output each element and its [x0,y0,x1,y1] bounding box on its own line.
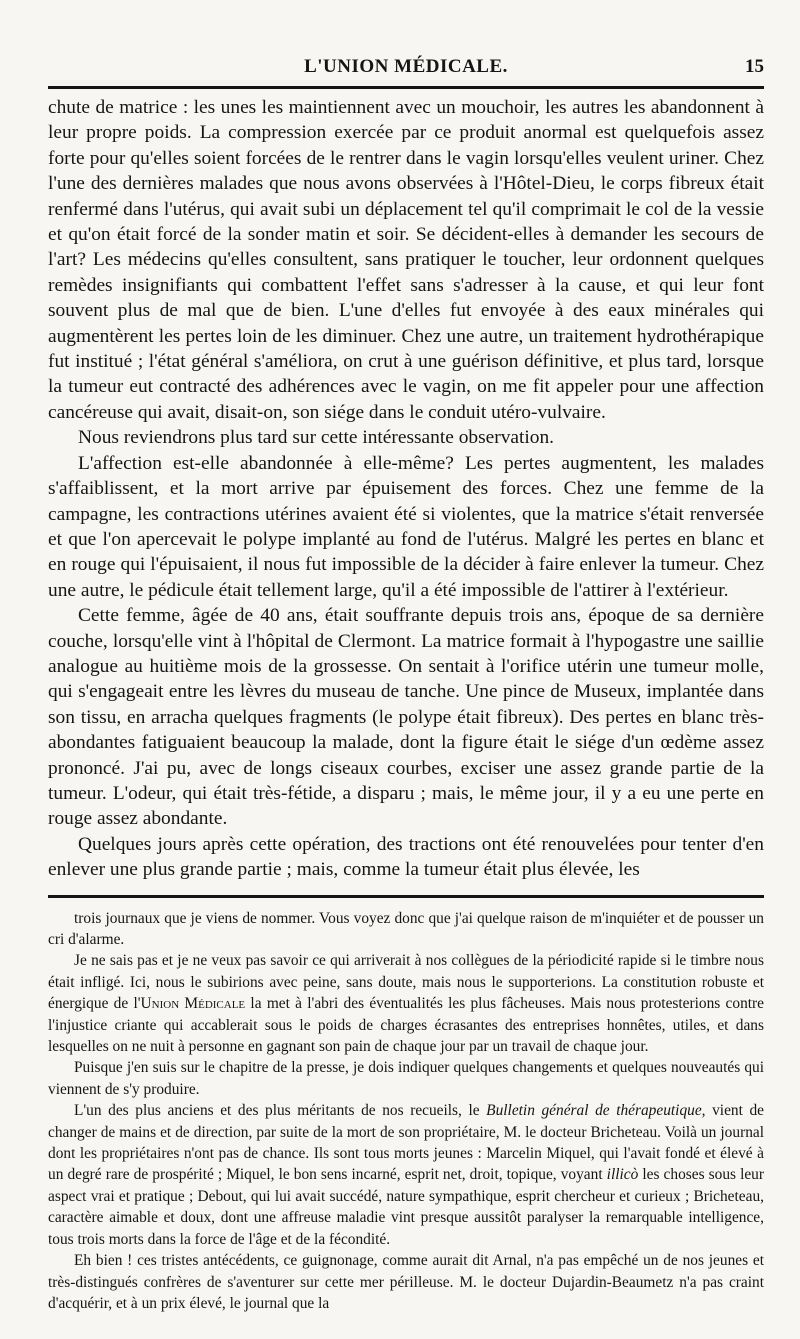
text-run: les choses sous leur aspect vrai et pratique ; Debout, qui lui avait succédé, nature sympathique, esprit chercheur et curieux ; Bricheteau, caractère aimable et doux, dont une affreuse maladie vint presque aussitôt paralyser la remarquable intelligence, tous trois morts dans la force de l'âge et de la fécondité. [48,1166,764,1248]
article-paragraph: Quelques jours après cette opération, des tractions ont été renouvelées pour tenter d'en enlever une plus grande partie ; mais, comme la tumeur était plus élevée, les [48,833,764,881]
running-title: L'UNION MÉDICALE. [304,56,508,77]
feuilleton-paragraph: Eh bien ! ces tristes antécédents, ce guignonage, comme aurait dit Arnal, n'a pas empêché un de nos jeunes et très-distingués confrères de s'aventurer sur cette mer périlleuse. M. le docteur Dujardin-Beaumetz n'a pas craint d'acquérir, et à un prix élevé, le journal que la [48,1252,764,1312]
feuilleton-paragraph [48,950,764,1057]
page-header [48,52,764,82]
page-number: 15 [745,56,764,77]
article-paragraph: chute de matrice : les unes les maintiennent avec un mouchoir, les autres les abandonnent à leur propre poids. La compression exercée par ce produit anormal est quelquefois assez forte pour qu'elles soient forcées de le rentrer dans le vagin lorsqu'elles veulent uriner. Chez l'une des dernières malades que nous avons observées à l'Hôtel-Dieu, le corps fibreux était renfermé dans l'utérus, qui avait subi un déplacement tel qu'il comprimait le col de la vessie et qu'on était forcé de la sonder matin et soir. Se décident-elles à demander les secours de l'art? Les médecins qu'elles consultent, sans pratiquer le toucher, leur ordonnent quelques remèdes insignifiants qui combattent l'effet sans s'adresser à la cause, et qui leur font souvent plus de mal que de bien. L'une d'elles fut envoyée à des eaux minérales qui augmentèrent les pertes loin de les diminuer. Chez une autre, un traitement hydrothérapique fut institué ; l'état général s'améliora, on crut à une guérison définitive, et plus tard, lorsque la tumeur eut contracté des adhérences avec le vagin, on me fit appeler pour une affection cancéreuse qui avait, disait-on, son siége dans le conduit utéro-vulvaire. [48,97,764,423]
feuilleton-paragraph [48,1100,764,1250]
article-paragraph: L'affection est-elle abandonnée à elle-même? Les pertes augmentent, les malades s'affaiblissent, et la mort arrive par épuisement des forces. Chez une femme de la campagne, les contractions utérines avaient été si violentes, que la matrice s'était renversée et que l'on apercevait le polype implanté au fond de l'utérus. Malgré les pertes en blanc et en rouge qui l'épuisaient, il nous fut impossible de la décider à faire enlever la tumeur. Chez une autre, le pédicule était tellement large, qu'il a été impossible de l'attirer à l'extérieur. [48,452,764,601]
text-run: Je ne sais pas et je ne veux pas savoir ce qui arriverait à nos collègues de la périodicité rapide si le timbre nous était infligé. Ici, nous le subirions avec peine, sans doute, mais nous le supporterions. La constitution robuste et énergique de l' [48,952,764,1013]
journal-name: Union Médicale [140,995,246,1013]
text-run: vient de changer de mains et de direction, par suite de la mort de son propriétaire, M. le docteur Bricheteau. Voilà un journal dont les propriétaires n'ont pas de chance. Ils sont tous morts jeunes : Marcelin Miquel, qui l'avait fondé et élevé à un degré rare de prospérité ; Miquel, le bon sens incarné, esprit net, droit, topique, voyant [48,1102,765,1184]
text-run: L'un des plus anciens et des plus méritants de nos recueils, le [74,1102,487,1120]
article-body [48,95,764,883]
text-run: la met à l'abri des éventualités les plus fâcheuses. Mais nous protesterions contre l'injustice criante qui accablerait sous le poids de charges écrasantes des entreprises honnêtes, utiles, et dans lesquelles on ne nuit à personne en gagnant son pain de chaque jour par un travail de chaque jour. [48,995,765,1056]
feuilleton-paragraph: trois journaux que je viens de nommer. Vous voyez donc que j'ai quelque raison de m'inquiéter et de pousser un cri d'alarme. [48,909,764,948]
header-rule [48,86,764,89]
feuilleton-body [48,908,764,1315]
article-paragraph: Cette femme, âgée de 40 ans, était souffrante depuis trois ans, époque de sa dernière couche, lorsqu'elle vint à l'hôpital de Clermont. La matrice formait à l'hypogastre une saillie analogue au huitième mois de la grossesse. On sentait à l'orifice utérin une tumeur molle, qui s'engageait entre les lèvres du museau de tanche. Une pince de Museux, implantée dans son tissu, en arracha quelques fragments (le polype était fibreux). Des pertes en blanc très-abondantes fatiguaient beaucoup la malade, dont la figure était le siége d'un œdème assez prononcé. J'ai pu, avec de longs ciseaux courbes, exciser une assez grande partie de la tumeur. L'odeur, qui était très-fétide, a disparu ; mais, le même jour, il y a eu une perte en rouge assez abondante. [48,605,764,830]
italic-word: illicò [606,1166,639,1184]
article-paragraph: Nous reviendrons plus tard sur cette intéressante observation. [78,427,555,449]
feuilleton-divider [48,895,764,898]
journal-title: Bulletin général de thérapeutique, [486,1102,706,1120]
feuilleton-paragraph: Puisque j'en suis sur le chapitre de la presse, je dois indiquer quelques changements et quelques nouveautés qui viennent de s'y produire. [48,1059,764,1098]
